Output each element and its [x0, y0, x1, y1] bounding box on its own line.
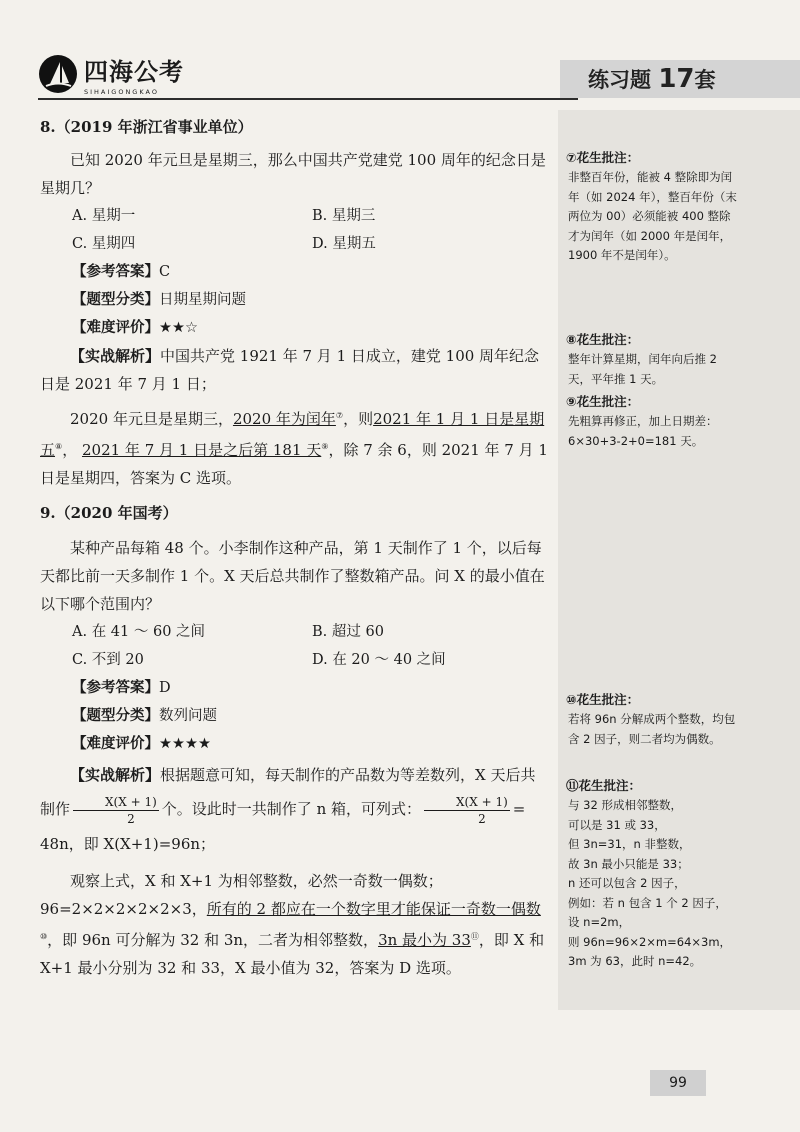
category-line: 【题型分类】数列问题 — [72, 707, 217, 724]
logo-chinese: 四海公考 — [84, 58, 184, 86]
logo-english: SIHAIGONGKAO — [84, 88, 159, 96]
fraction: $\frac{X(X + 1)}{2}$ — [424, 794, 510, 827]
question-stem: 某种产品每箱 48 个。小李制作这种产品，第 1 天制作了 1 个，以后每天都比前一天多制作 1 个。X 天后总共制作了整数箱产品。问 X 的最小值在以下哪个范围内？ — [40, 539, 545, 613]
option-list — [40, 618, 550, 674]
category-line: 【题型分类】日期星期问题 — [72, 291, 246, 308]
annotation-7: ⑦花生批注： 非整百年份，能被 4 整除即为闰年（如 2024 年），整百年份（末两位为 00）必须能被 400 整除才为闰年（如 2000 年是闰年，1900 年不是闰年）。 — [566, 150, 737, 262]
annotation-8: ⑧花生批注： 整年计算星期，闰年向后推 2 天，平年推 1 天。 — [566, 332, 717, 386]
question-heading: 8.（2019 年浙江省事业单位） — [40, 118, 253, 136]
option-d: D. 星期五 — [312, 236, 376, 252]
difficulty-stars: ★★★★ — [159, 736, 211, 752]
header-rule — [38, 98, 578, 100]
analysis-paragraph-2: 观察上式，X 和 X+1 为相邻整数，必然一奇数一偶数；96=2×2×2×2×2×3，所有的 2 都应在一个数字里才能保证一奇数一偶数⑩，即 96n 可分解为 32 和 3n，二者为相邻整数，3n 最小为 33⑪，即 X 和 X+1 最小分别为 32 和 33，X 最小值为 32，答案为 D 选项。 — [40, 871, 545, 977]
option-list — [40, 202, 550, 258]
page-number-tab — [650, 1070, 706, 1096]
analysis-paragraph-1: 【实战解析】中国共产党 1921 年 7 月 1 日成立，建党 100 周年纪念日是 2021 年 7 月 1 日； — [40, 347, 540, 393]
answer-value: D — [159, 680, 171, 696]
answer-line: 【参考答案】C — [72, 263, 171, 280]
annotation-10: ⑩花生批注： 若将 96n 分解成两个整数，均包含 2 因子，则二者均为偶数。 — [566, 692, 736, 746]
option-a: A. 星期一 — [72, 208, 136, 224]
option-c: C. 不到 20 — [72, 652, 144, 668]
question-8 — [40, 114, 550, 492]
answer-line: 【参考答案】D — [72, 679, 171, 696]
annotation-11: ⑪花生批注： 与 32 形成相邻整数， 可以是 31 或 33， 但 3n=31，n 非整数， 故 3n 最小只能是 33； n 还可以包含 2 因子， 例如：若 n 包含 1 个 2 因子， 设 n=2m， 则 96n=96×2×m=64×3m， 3m 为 63，此时 n=42。 — [566, 776, 742, 972]
annotation-11-lines: 与 32 形成相邻整数， 可以是 31 或 33， 但 3n=31，n 非整数， 故 3n 最小只能是 33； n 还可以包含 2 因子， 例如：若 n 包含 1 个 2 因子， 设 n=2m， 则 96n=96×2×m=64×3m， 3m 为 63，此时 n=42。 — [568, 798, 732, 968]
difficulty-line: 【难度评价】★★☆ — [72, 319, 198, 336]
option-b: B. 星期三 — [312, 208, 376, 224]
page-number: 99 — [669, 1075, 687, 1091]
option-d: D. 在 20 ～ 40 之间 — [312, 652, 446, 668]
difficulty-stars: ★★☆ — [159, 320, 198, 336]
analysis-paragraph-1: 【实战解析】根据题意可知，每天制作的产品数为等差数列，X 天后共制作 $\frac{X(X + 1)}{2}$ 个。设此时一共制作了 n 箱，可列式： $\frac{X(X + 1)}{2}$ = 48n，即 X(X+1)=96n； — [40, 766, 536, 853]
page-header — [0, 0, 800, 110]
answer-value: C — [159, 264, 171, 280]
difficulty-line: 【难度评价】★★★★ — [72, 735, 211, 752]
logo — [38, 52, 184, 96]
option-b: B. 超过 60 — [312, 624, 384, 640]
option-c: C. 星期四 — [72, 236, 136, 252]
sail-logo-icon — [38, 54, 78, 94]
option-a: A. 在 41 ～ 60 之间 — [72, 624, 206, 640]
fraction: $\frac{X(X + 1)}{2}$ — [73, 794, 159, 827]
question-stem: 已知 2020 年元旦是星期三，那么中国共产党建党 100 周年的纪念日是星期几？ — [40, 151, 546, 197]
analysis-paragraph-2: 2020 年元旦是星期三，2020 年为闰年⑦，则2021 年 1 月 1 日是星期五⑧， 2021 年 7 月 1 日是之后第 181 天⑨，除 7 余 6，则 2021 年 7 月 1 日是星期四，答案为 C 选项。 — [40, 410, 548, 487]
section-banner — [560, 60, 800, 98]
set-number: 17 — [658, 64, 695, 94]
question-heading: 9.（2020 年国考） — [40, 504, 178, 522]
annotation-9: ⑨花生批注： 先粗算再修正，加上日期差：6×30+3-2+0=181 天。 — [566, 394, 718, 448]
section-title: 练习题 17套 — [588, 64, 716, 94]
question-9 — [40, 500, 550, 982]
